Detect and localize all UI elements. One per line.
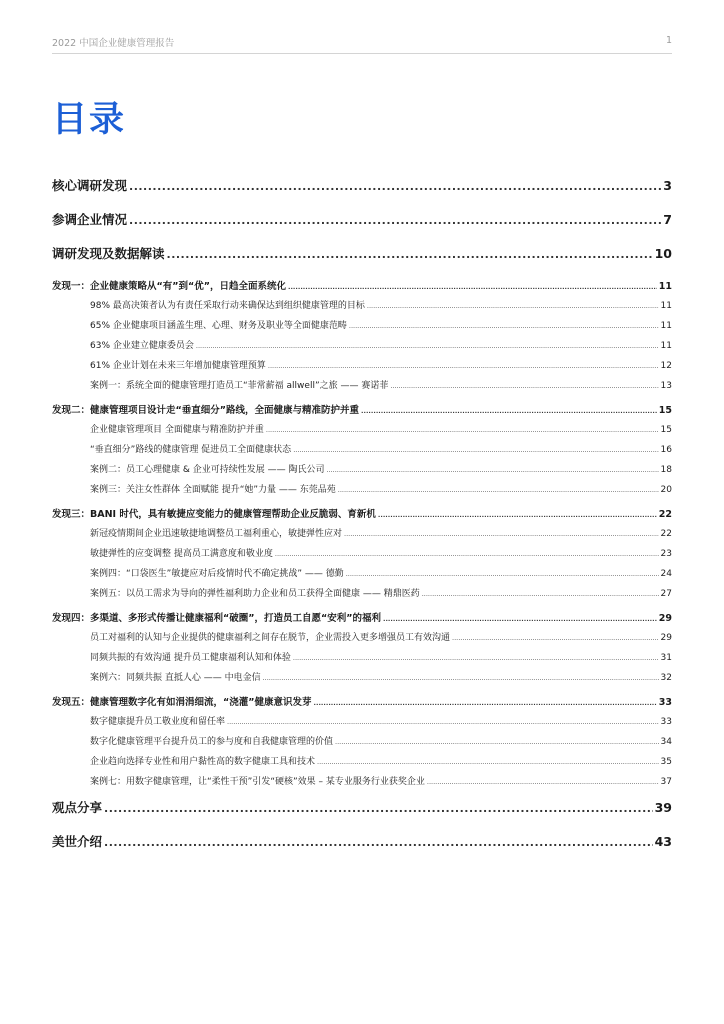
dot-leader [288,283,657,291]
toc-subentry[interactable] [52,526,672,541]
toc-subentry-page: 24 [660,569,672,579]
toc-subentry-label: 案例四：“口袋医生”敏捷应对后疫情时代不确定挑战” —— 德勤 [90,569,344,579]
toc-subentry-page: 37 [660,777,672,787]
toc-subentry-page: 32 [660,673,672,683]
toc-section-page: 22 [658,509,672,520]
dot-leader [268,362,659,370]
toc-subentry-label: 数字健康提升员工敬业度和留任率 [90,717,226,727]
toc-subentry-page: 22 [660,529,672,539]
toc-subentry[interactable] [52,774,672,789]
toc-subentry-label: 65% 企业健康项目涵盖生理、心理、财务及职业等全面健康范畴 [90,321,347,331]
dot-leader [367,302,659,310]
toc-section-label: 发现四：多渠道、多形式传播让健康福利“破圈”，打造员工自愿“安利”的福利 [52,613,381,624]
toc-section [52,506,672,601]
dot-leader [104,836,653,849]
toc-section-page: 33 [658,697,672,708]
dot-leader [390,382,658,390]
dot-leader [266,426,659,434]
toc-subentry-page: 34 [660,737,672,747]
toc-subentry-label: 企业健康管理项目 全面健康与精准防护并重 [90,425,264,435]
toc-section [52,402,672,497]
toc-section-label: 发现一：企业健康策略从“有”到“优”，日趋全面系统化 [52,281,286,292]
page-header [52,33,672,54]
header-page-number: 1 [665,35,672,46]
toc-section-label: 发现三：BANI 时代，具有敏捷应变能力的健康管理帮助企业反脆弱、育新机 [52,509,376,520]
toc-subentry[interactable] [52,630,672,645]
toc-subentry[interactable] [52,546,672,561]
header-title: 2022 中国企业健康管理报告 [52,38,175,49]
toc-subentry-label: 员工对福利的认知与企业提供的健康福利之间存在脱节，企业需投入更多增强员工有效沟通 [90,633,451,643]
toc-entry-label: 调研发现及数据解读 [52,246,165,261]
toc-subentry-page: 35 [660,757,672,767]
dot-leader [346,570,659,578]
toc-subentry-label: 案例二：员工心理健康 & 企业可持续性发展 —— 陶氏公司 [90,465,325,475]
toc-subentry-page: 11 [660,301,672,311]
toc-section-heading[interactable] [52,610,672,625]
toc-section-page: 11 [658,281,672,292]
toc-section [52,278,672,393]
toc-subentry-page: 29 [660,633,672,643]
toc-subentry[interactable] [52,566,672,581]
dot-leader [349,322,659,330]
dot-leader [427,778,659,786]
toc-subentry-page: 27 [660,589,672,599]
dot-leader [361,407,657,415]
toc-entry-label: 参调企业情况 [52,212,128,227]
toc-section-label: 发现二：健康管理项目设计走“垂直细分”路线，全面健康与精准防护并重 [52,405,359,416]
toc-subentry-label: 同频共振的有效沟通 提升员工健康福利认知和体验 [90,653,291,663]
dot-leader [275,550,659,558]
toc-entry[interactable] [52,210,672,232]
toc-subentry-label: 案例六：同频共振 直抵人心 —— 中电金信 [90,673,261,683]
toc-section-label: 发现五：健康管理数字化有如涓涓细流，“浇灌”健康意识发芽 [52,697,312,708]
toc-entry-page: 7 [663,212,672,227]
toc-subentry-label: 案例三：关注女性群体 全面赋能 提升“她”力量 —— 东莞品苑 [90,485,336,495]
toc-entry[interactable] [52,176,672,198]
toc-subentry[interactable] [52,298,672,313]
toc-entry-label: 观点分享 [52,800,103,815]
toc-section-page: 29 [658,613,672,624]
toc-subentry-label: 新冠疫情期间企业迅速敏捷地调整员工福利重心，敏捷弹性应对 [90,529,343,539]
toc-subentry-label: 敏捷弹性的应变调整 提高员工满意度和敬业度 [90,549,273,559]
toc-subentry[interactable] [52,318,672,333]
toc-subentry[interactable] [52,586,672,601]
dot-leader [344,530,659,538]
toc-subentry[interactable] [52,482,672,497]
toc-subentry[interactable] [52,358,672,373]
toc-entry-page: 10 [654,246,672,261]
toc-entry[interactable] [52,244,672,266]
toc-subentry-page: 33 [660,717,672,727]
toc-subentry-label: 63% 企业建立健康委员会 [90,341,194,351]
toc-subentry-label: 案例一：系统全面的健康管理打造员工“菲常薪福 allwell”之旅 —— 赛诺菲 [90,381,389,391]
dot-leader [104,802,653,815]
toc-subentry[interactable] [52,650,672,665]
dot-leader [293,446,658,454]
toc-entry-label: 美世介绍 [52,834,103,849]
dot-leader [335,738,659,746]
toc-section-heading[interactable] [52,278,672,293]
toc-section-heading[interactable] [52,506,672,521]
toc-entry[interactable] [52,832,672,854]
dot-leader [452,634,659,642]
toc-subentry-label: 61% 企业计划在未来三年增加健康管理预算 [90,361,266,371]
toc-subentry-page: 15 [660,425,672,435]
toc-subentry[interactable] [52,422,672,437]
toc-subentry[interactable] [52,442,672,457]
dot-leader [422,590,659,598]
dot-leader [227,718,659,726]
dot-leader [326,466,658,474]
table-of-contents [52,176,672,866]
toc-subentry-page: 13 [660,381,672,391]
toc-section [52,694,672,789]
toc-subentry-page: 18 [660,465,672,475]
toc-subentry-label: 98% 最高决策者认为有责任采取行动来确保达到组织健康管理的目标 [90,301,365,311]
toc-subentry[interactable] [52,338,672,353]
toc-subentry-label: 案例五：以员工需求为导向的弹性福利助力企业和员工获得全面健康 —— 精鼎医药 [90,589,420,599]
dot-leader [383,615,657,623]
toc-subentry[interactable] [52,378,672,393]
toc-subentry-page: 16 [660,445,672,455]
toc-subentry-page: 23 [660,549,672,559]
toc-subentry-label: 企业趋向选择专业性和用户黏性高的数字健康工具和技术 [90,757,316,767]
dot-leader [167,248,653,261]
toc-entry-page: 43 [654,834,672,849]
toc-entry-page: 39 [654,800,672,815]
dot-leader [293,654,659,662]
toc-subentry-page: 11 [660,321,672,331]
toc-section-heading[interactable] [52,402,672,417]
toc-subentry[interactable] [52,754,672,769]
dot-leader [263,674,659,682]
dot-leader [129,180,661,193]
toc-entry-label: 核心调研发现 [52,178,128,193]
toc-subentry[interactable] [52,462,672,477]
toc-subentry-page: 31 [660,653,672,663]
dot-leader [317,758,659,766]
toc-section [52,610,672,685]
dot-leader [314,699,657,707]
toc-section-page: 15 [658,405,672,416]
toc-subentry-page: 11 [660,341,672,351]
toc-subentry-label: 数字化健康管理平台提升员工的参与度和自我健康管理的价值 [90,737,334,747]
toc-entry-page: 3 [663,178,672,193]
toc-subentry-label: “垂直细分”路线的健康管理 促进员工全面健康状态 [90,445,292,455]
page-title: 目录 [52,100,127,140]
toc-subentry-page: 20 [660,485,672,495]
toc-entry[interactable] [52,798,672,820]
toc-subentry[interactable] [52,670,672,685]
toc-subentry[interactable] [52,734,672,749]
dot-leader [338,486,659,494]
toc-subentry-label: 案例七：用数字健康管理，让“柔性干预”引发“硬核”效果 – 某专业服务行业获奖企业 [90,777,425,787]
dot-leader [196,342,659,350]
toc-section-heading[interactable] [52,694,672,709]
toc-subentry[interactable] [52,714,672,729]
toc-subentry-page: 12 [660,361,672,371]
dot-leader [378,511,657,519]
dot-leader [129,214,661,227]
